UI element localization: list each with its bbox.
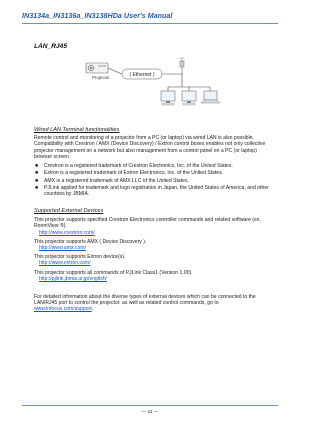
projector-label: Projector	[92, 75, 110, 80]
computer-icon	[161, 91, 175, 105]
section-title: LAN_RJ45	[34, 43, 67, 50]
device-item	[34, 270, 274, 282]
device-text: This projector supports all commands of PJLink Class1 (Version 1.00).	[34, 269, 193, 276]
footer-note-text: For detailed information about the diverse types of external devices which can be connected to the LAN/RJ45 port to control the projector, as well as related control commands, go to	[34, 294, 256, 307]
wired-lan-section	[34, 127, 274, 199]
device-item	[34, 217, 274, 236]
router-icon	[179, 58, 185, 68]
footer-note	[34, 294, 274, 313]
device-text: This projector supports Extron device(s).	[34, 254, 126, 261]
footer-note-tail: .	[91, 306, 94, 313]
lan-network-diagram	[84, 57, 224, 115]
projector-icon	[86, 63, 108, 73]
external-devices-section	[34, 208, 274, 282]
crestron-link[interactable]: http://www.crestron.com/	[39, 229, 95, 236]
trademark-list	[34, 163, 274, 198]
amx-link[interactable]: http://www.amx.com/	[39, 245, 86, 252]
device-item	[34, 254, 274, 266]
device-text: This projector supports AMX ( Device Discovery ).	[34, 238, 147, 245]
bullet-icon: ■	[35, 163, 39, 170]
pjlink-link[interactable]: http://pjlink.jbmia.or.jp/english/	[39, 275, 107, 282]
external-devices-heading: Supported External Devices	[34, 208, 104, 214]
computer-icon	[182, 91, 196, 105]
page-number: — 34 —	[141, 409, 159, 414]
bullet-icon: ■	[35, 170, 39, 177]
list-item: ■ Extron is a registered trademark of Extron Electronics, Inc. of the United States.	[35, 170, 224, 177]
ethernet-label: ( Ethernet )	[129, 72, 155, 78]
manual-header-title: IN3134a_IN3136a_IN3138HDa User's Manual	[22, 11, 173, 20]
list-item: ■ PJLink applied for trademark and logo registration in Japan, the United States of America, and other countries by JBMIA.	[35, 185, 269, 198]
infocus-support-link[interactable]: www.infocus.com/support	[34, 306, 92, 313]
list-item: ■ AMX is a registered trademark of AMX LLC of the United States.	[35, 177, 189, 184]
footer-divider	[22, 405, 278, 406]
bullet-icon: ■	[35, 177, 39, 184]
wired-lan-heading: Wired LAN Terminal functionalities	[34, 127, 120, 133]
device-item	[34, 239, 274, 251]
device-text: This projector supports specified Crestron Electronics controller commands and related software (ex, RoomView ®).	[34, 217, 261, 230]
laptop-icon	[201, 91, 220, 103]
list-item: ■ Crestron is a registered trademark of Crestron Electronics, Inc. of the United States.	[35, 163, 233, 170]
bullet-icon: ■	[35, 185, 39, 192]
extron-link[interactable]: http://www.extron.com/	[39, 260, 91, 267]
wired-lan-body: Remote control and monitoring of a projector from a PC (or laptop) via wired LAN is also possible. Compatibility with Crestron / AMX (Device Discovery) / Extron control boxes enables not only collective projector management on a network but also management from a control panel on a PC (or laptop) browser screen.	[34, 135, 266, 160]
header-divider	[22, 23, 278, 24]
